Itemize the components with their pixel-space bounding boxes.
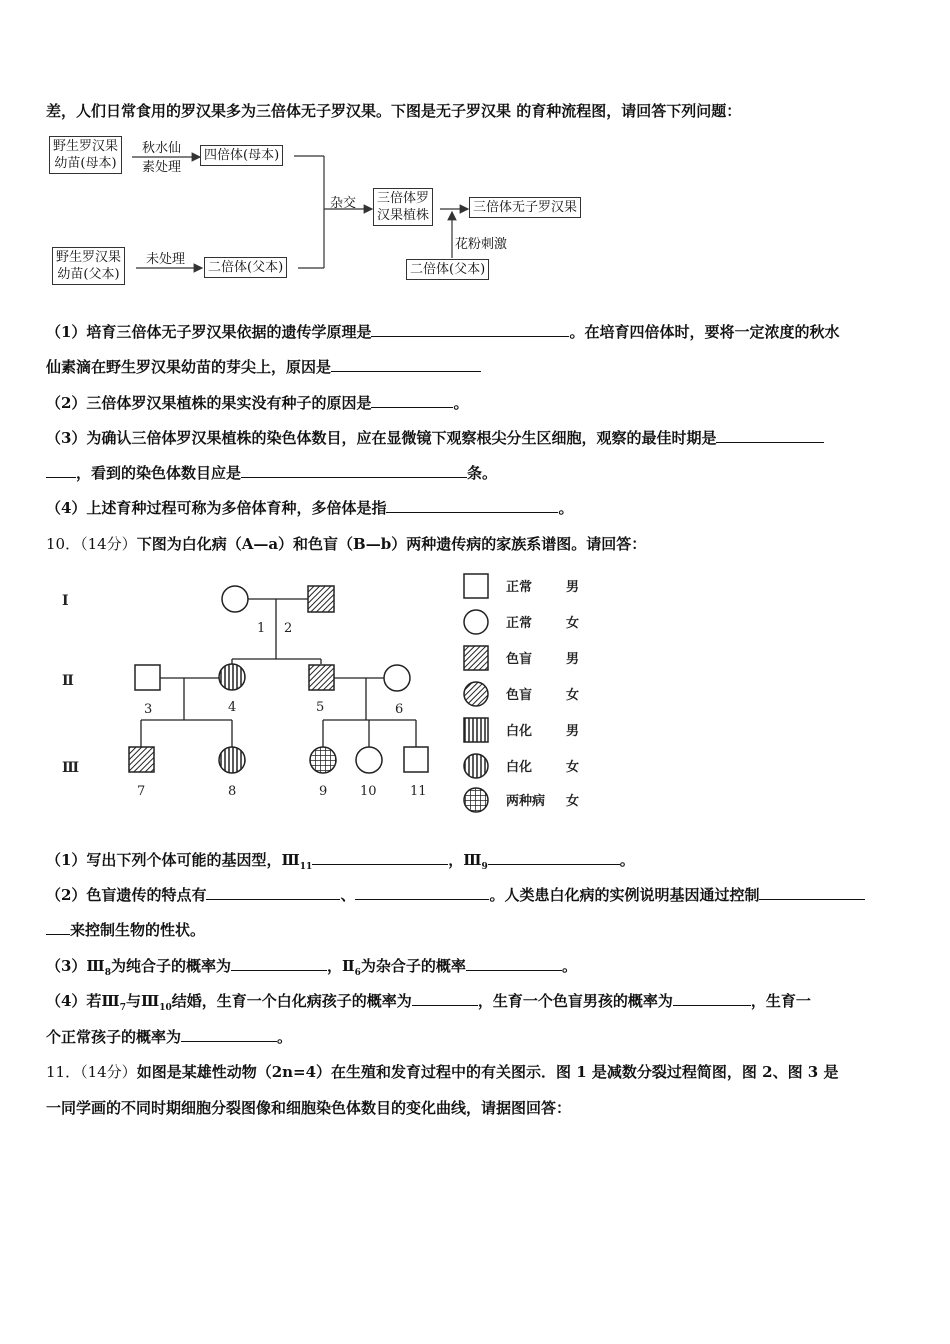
q10-p4-sub2: 10 bbox=[159, 1003, 172, 1013]
id-8: 8 bbox=[228, 784, 237, 799]
triploid-line1: 三倍体罗 bbox=[377, 191, 430, 206]
q10-p4-text3: 结婚，生育一个白化病孩子的概率为 bbox=[171, 992, 412, 1010]
pedigree-chart bbox=[0, 560, 950, 820]
q9-part1 bbox=[46, 321, 839, 342]
legend-label-1: 正常 bbox=[506, 580, 533, 595]
q10-p4-text2: 与Ⅲ bbox=[125, 992, 160, 1010]
colchicine-line1: 秋水仙 bbox=[142, 141, 182, 156]
wild-female-line2: 幼苗(母本) bbox=[54, 156, 117, 171]
q9-part4 bbox=[46, 497, 573, 518]
q10-p3-end: 。 bbox=[561, 957, 577, 975]
q9-p1-text: （1）培育三倍体无子罗汉果依据的遗传学原理是 bbox=[46, 323, 372, 341]
answer-blank[interactable] bbox=[371, 393, 453, 408]
q9-p4-end: 。 bbox=[558, 499, 574, 517]
wild-female-box bbox=[49, 136, 122, 174]
wild-male-box bbox=[52, 247, 125, 285]
q9-p4-text: （4）上述育种过程可称为多倍体育种，多倍体是指 bbox=[46, 499, 387, 517]
individual-10 bbox=[356, 747, 382, 773]
legend-sex-4: 女 bbox=[566, 688, 580, 703]
q10-p3-text: （3）Ⅲ bbox=[46, 957, 105, 975]
answer-blank[interactable] bbox=[206, 885, 340, 900]
q10-p4-text6: 个正常孩子的概率为 bbox=[46, 1028, 182, 1046]
intro-text: 差，人们日常食用的罗汉果多为三倍体无子罗汉果。下图是无子罗汉果 的育种流程图，请回答下列问题： bbox=[46, 102, 742, 120]
q9-p1-text2: 。在培育四倍体时，要将一定浓度的秋水 bbox=[569, 323, 840, 341]
q9-part1-cont bbox=[46, 356, 481, 377]
legend-label-6: 白化 bbox=[506, 760, 533, 775]
answer-blank[interactable] bbox=[241, 463, 467, 478]
legend-sex-7: 女 bbox=[566, 794, 580, 809]
gen-label-2: Ⅱ bbox=[62, 673, 74, 689]
legend-label-2: 正常 bbox=[506, 616, 533, 631]
legend-sex-6: 女 bbox=[566, 760, 580, 775]
q9-p3-text: （3）为确认三倍体罗汉果植株的染色体数目，应在显微镜下观察根尖分生区细胞，观察的最佳时期是 bbox=[46, 429, 717, 447]
colchicine-label bbox=[142, 139, 181, 177]
q9-part3-cont bbox=[46, 462, 497, 483]
q10-part1 bbox=[46, 849, 635, 872]
answer-blank[interactable] bbox=[331, 357, 481, 372]
answer-blank[interactable] bbox=[371, 322, 569, 337]
q10-p3-text3: ，Ⅱ bbox=[327, 957, 355, 975]
legend-label-3: 色盲 bbox=[506, 652, 533, 667]
individual-8 bbox=[219, 747, 245, 773]
gen-label-1: I bbox=[62, 593, 69, 609]
wild-male-line2: 幼苗(父本) bbox=[57, 267, 120, 282]
q9-part2 bbox=[46, 392, 468, 413]
q10-p3-sub1: 8 bbox=[104, 968, 111, 978]
pollen-label: 花粉刺激 bbox=[455, 237, 508, 252]
individual-7 bbox=[129, 747, 154, 772]
q9-p1-text3: 仙素滴在野生罗汉果幼苗的芽尖上，原因是 bbox=[46, 358, 332, 376]
legend-label-4: 色盲 bbox=[506, 688, 533, 703]
q10-part3 bbox=[46, 955, 577, 978]
pedigree-legend bbox=[464, 574, 579, 812]
q10-p4-sub1: 7 bbox=[119, 1003, 126, 1013]
id-3: 3 bbox=[144, 702, 153, 717]
id-1: 1 bbox=[257, 621, 266, 636]
q10-p4-text5: ，生育一 bbox=[750, 992, 811, 1010]
q10-p2-text3: 来控制生物的性状。 bbox=[70, 921, 206, 939]
q10-p1-sub2: 9 bbox=[481, 862, 488, 872]
q9-p2-end: 。 bbox=[453, 394, 469, 412]
q10-p4-text4: ，生育一个色盲男孩的概率为 bbox=[477, 992, 673, 1010]
answer-blank[interactable] bbox=[386, 498, 558, 513]
legend-label-7: 两种病 bbox=[506, 794, 546, 809]
individual-1 bbox=[222, 586, 248, 612]
q11-line2: 一同学画的不同时期细胞分裂图像和细胞染色体数目的变化曲线，请据图回答： bbox=[46, 1099, 572, 1117]
q10-p1-text: （1）写出下列个体可能的基因型，Ⅲ bbox=[46, 851, 300, 869]
answer-blank[interactable] bbox=[466, 956, 562, 971]
triploid-line2: 汉果植株 bbox=[377, 208, 430, 223]
q9-p2-text: （2）三倍体罗汉果植株的果实没有种子的原因是 bbox=[46, 394, 372, 412]
id-4: 4 bbox=[228, 700, 237, 715]
answer-blank[interactable] bbox=[181, 1027, 277, 1042]
q10-p4-end: 。 bbox=[277, 1028, 293, 1046]
answer-blank[interactable] bbox=[673, 991, 751, 1006]
q10-title: 下图为白化病（A—a）和色盲（B—b）两种遗传病的家族系谱图。请回答： bbox=[136, 535, 647, 553]
id-11: 11 bbox=[410, 784, 427, 799]
individual-11 bbox=[404, 747, 428, 772]
answer-blank[interactable] bbox=[412, 991, 478, 1006]
q10-p4-text: （4）若Ⅲ bbox=[46, 992, 120, 1010]
wild-female-line1: 野生罗汉果 bbox=[53, 139, 119, 154]
individual-2 bbox=[308, 586, 334, 612]
colchicine-line2: 素处理 bbox=[142, 160, 182, 175]
q10-p1-end: 。 bbox=[619, 851, 635, 869]
q10-p1-text2: ，Ⅲ bbox=[448, 851, 482, 869]
q10-part2-cont bbox=[46, 919, 205, 940]
q11-line1: 如图是某雄性动物（2n=4）在生殖和发育过程中的有关图示．图 1 是减数分裂过程简图，图 2、图 3 是 bbox=[136, 1063, 839, 1081]
legend-sex-1: 男 bbox=[566, 580, 580, 595]
wild-male-line1: 野生罗汉果 bbox=[56, 250, 122, 265]
q10-heading bbox=[46, 533, 646, 554]
id-5: 5 bbox=[316, 700, 325, 715]
diploid-father-box: 二倍体(父本) bbox=[204, 257, 287, 278]
answer-blank[interactable] bbox=[231, 956, 327, 971]
q9-p3-text2: ，看到的染色体数目应是 bbox=[76, 464, 242, 482]
cross-label: 杂交 bbox=[330, 196, 357, 211]
q10-p3-text2: 为纯合子的概率为 bbox=[110, 957, 231, 975]
tetraploid-box: 四倍体(母本) bbox=[200, 145, 283, 166]
answer-blank[interactable] bbox=[312, 850, 448, 865]
q10-p1-sub1: 11 bbox=[299, 862, 313, 872]
seedless-box: 三倍体无子罗汉果 bbox=[469, 197, 581, 218]
triploid-plant-box bbox=[373, 188, 433, 226]
legend-sex-5: 男 bbox=[566, 724, 580, 739]
individual-9 bbox=[310, 747, 336, 773]
legend-sex-3: 男 bbox=[566, 652, 580, 667]
answer-blank[interactable] bbox=[759, 885, 865, 900]
q9-part3 bbox=[46, 427, 824, 448]
answer-blank[interactable] bbox=[716, 428, 824, 443]
answer-blank[interactable] bbox=[46, 920, 70, 935]
legend-sex-2: 女 bbox=[566, 616, 580, 631]
diploid-father-box-2: 二倍体(父本) bbox=[406, 259, 489, 280]
q9-p3-end: 条。 bbox=[467, 464, 498, 482]
legend-label-5: 白化 bbox=[506, 724, 533, 739]
id-10: 10 bbox=[360, 784, 377, 799]
answer-blank[interactable] bbox=[46, 463, 76, 478]
q10-p2-sep: 、 bbox=[340, 886, 356, 904]
q10-part4-cont bbox=[46, 1026, 292, 1047]
gen-label-3: Ⅲ bbox=[62, 760, 80, 776]
q10-number: 10．（14分） bbox=[46, 535, 137, 553]
answer-blank[interactable] bbox=[488, 850, 620, 865]
id-2: 2 bbox=[284, 621, 293, 636]
id-7: 7 bbox=[137, 784, 146, 799]
q11-heading bbox=[46, 1061, 838, 1082]
q10-p2-text2: 。人类患白化病的实例说明基因通过控制 bbox=[489, 886, 760, 904]
q11-number: 11．（14分） bbox=[46, 1063, 137, 1081]
untreated-label: 未处理 bbox=[146, 252, 186, 267]
individual-3 bbox=[135, 665, 160, 690]
q10-part4 bbox=[46, 990, 811, 1013]
answer-blank[interactable] bbox=[355, 885, 489, 900]
q10-p3-text4: 为杂合子的概率 bbox=[360, 957, 466, 975]
id-9: 9 bbox=[319, 784, 328, 799]
q10-p2-text: （2）色盲遗传的特点有 bbox=[46, 886, 207, 904]
individual-4 bbox=[219, 664, 245, 690]
q10-p3-sub2: 6 bbox=[354, 968, 361, 978]
pedigree-lines bbox=[141, 599, 416, 747]
individual-6 bbox=[384, 665, 410, 691]
id-6: 6 bbox=[395, 702, 404, 717]
q10-part2 bbox=[46, 884, 865, 905]
individual-5 bbox=[309, 665, 334, 690]
